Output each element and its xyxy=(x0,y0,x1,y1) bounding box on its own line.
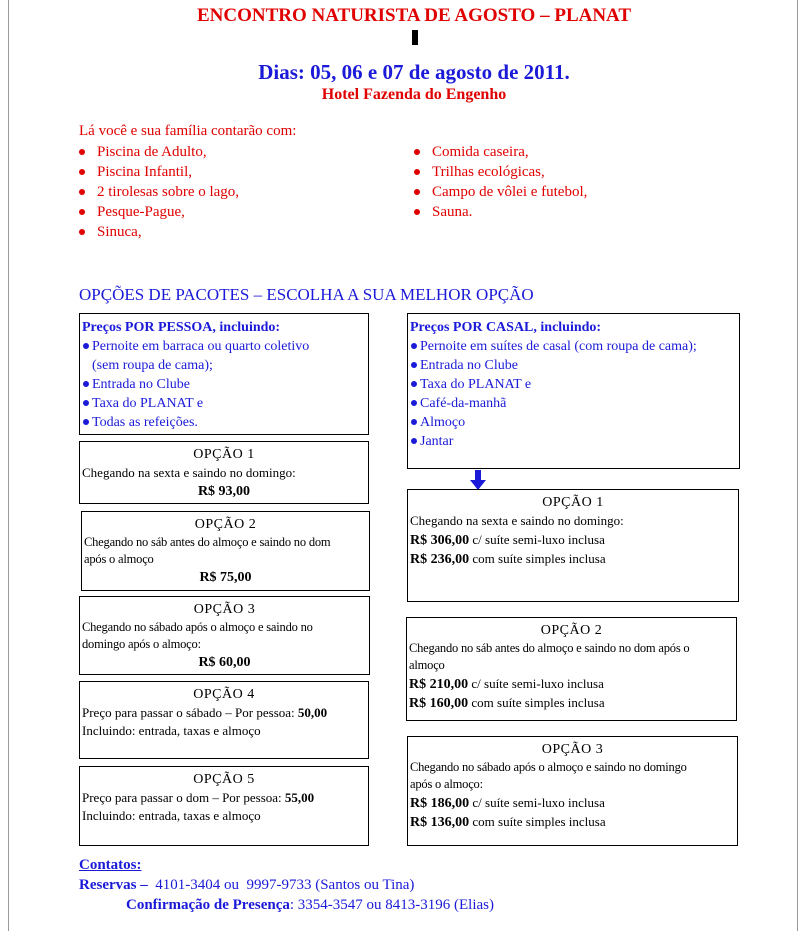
bullet-icon xyxy=(79,149,85,155)
event-dates: Dias: 05, 06 e 07 de agosto de 2011. xyxy=(258,60,570,84)
option-title: OPÇÃO 1 xyxy=(193,447,255,462)
list-item: Taxa do PLANAT e xyxy=(82,394,368,413)
bullet-icon xyxy=(411,438,417,444)
list-item: Café-da-manhã xyxy=(410,394,739,413)
bullet-icon xyxy=(79,209,85,215)
couple-option-2-box xyxy=(406,617,737,721)
person-option-2-box xyxy=(81,511,370,591)
option-price: R$ 93,00 xyxy=(197,484,251,499)
person-option-3-box xyxy=(79,596,370,675)
bullet-icon xyxy=(411,362,417,368)
list-item: Pernoite em barraca ou quarto coletivo xyxy=(82,337,368,356)
bullet-icon xyxy=(414,209,420,215)
bullet-icon xyxy=(411,381,417,387)
option-title: OPÇÃO 3 xyxy=(193,602,256,617)
bullet-icon xyxy=(83,419,89,425)
option-description: Chegando na sexta e saindo no domingo: xyxy=(82,465,296,480)
couple-option-1-box xyxy=(407,489,739,602)
bullet-icon xyxy=(79,229,85,235)
option-price: R$ 75,00 xyxy=(199,570,252,585)
per-couple-heading: Preços POR CASAL, incluindo: xyxy=(410,320,602,335)
list-item: Comida caseira, xyxy=(414,142,587,162)
page-border-right xyxy=(797,0,798,931)
option-description: Preço para passar o sábado – Por pessoa: 50,00 xyxy=(82,705,328,720)
list-item: Pesque-Pague, xyxy=(79,202,239,222)
bullet-icon xyxy=(83,400,89,406)
option-description: Chegando no sáb antes do almoço e saindo no dom xyxy=(84,535,331,549)
option-price: R$ 60,00 xyxy=(198,655,251,670)
option-description-cont: após o almoço xyxy=(84,552,154,566)
person-option-4-box xyxy=(79,681,369,759)
document-title: ENCONTRO NATURISTA DE AGOSTO – PLANAT xyxy=(196,5,632,26)
contacts-label: Contatos: xyxy=(79,857,142,873)
option-title: OPÇÃO 2 xyxy=(540,623,603,638)
reservations-contact: Reservas – 4101-3404 ou 9997-9733 (Santos ou Tina) xyxy=(79,877,415,893)
bullet-icon xyxy=(79,189,85,195)
list-item: Jantar xyxy=(410,432,739,451)
bullet-icon xyxy=(414,169,420,175)
list-item: Entrada no Clube xyxy=(410,356,739,375)
features-heading: Lá você e sua família contarão com: xyxy=(79,123,297,139)
option-price-semi-luxo: R$ 210,00 c/ suíte semi-luxo inclusa xyxy=(409,676,604,692)
features-list-right xyxy=(414,142,587,222)
list-item: Almoço xyxy=(410,413,739,432)
features-list-left xyxy=(79,142,239,242)
bullet-icon xyxy=(411,343,417,349)
bullet-icon xyxy=(83,343,89,349)
option-description: Chegando no sábado após o almoço e saindo no domingo xyxy=(410,760,687,774)
option-description-cont: após o almoço: xyxy=(410,777,483,791)
list-item: Todas as refeições. xyxy=(82,413,368,432)
option-title: OPÇÃO 2 xyxy=(194,517,257,532)
option-title: OPÇÃO 4 xyxy=(193,687,255,702)
per-person-inclusions-box xyxy=(79,313,369,435)
option-title: OPÇÃO 5 xyxy=(193,772,255,787)
per-person-list xyxy=(82,337,368,432)
option-description: Preço para passar o dom – Por pessoa: 55,00 xyxy=(82,790,315,805)
bullet-icon xyxy=(411,400,417,406)
list-item: Trilhas ecológicas, xyxy=(414,162,587,182)
confirmation-contact: Confirmação de Presença: 3354-3547 ou 8413-3196 (Elias) xyxy=(126,897,494,913)
list-item: Piscina Infantil, xyxy=(79,162,239,182)
text-cursor xyxy=(412,30,418,45)
option-price: 50,00 xyxy=(297,705,328,720)
arrow-down-icon xyxy=(470,470,486,490)
list-item: Entrada no Clube xyxy=(82,375,368,394)
list-item: Pernoite em suítes de casal (com roupa de cama); xyxy=(410,337,739,356)
option-includes: Incluindo: entrada, taxas e almoço xyxy=(82,723,261,738)
option-description-cont: domingo após o almoço: xyxy=(82,637,201,651)
option-description: Chegando no sábado após o almoço e saindo no xyxy=(82,620,313,634)
per-couple-list xyxy=(410,337,739,451)
couple-option-3-box xyxy=(407,736,738,846)
option-includes: Incluindo: entrada, taxas e almoço xyxy=(82,808,261,823)
page-border-left xyxy=(8,0,9,931)
person-option-5-box xyxy=(79,766,369,846)
list-item: Taxa do PLANAT e xyxy=(410,375,739,394)
option-title: OPÇÃO 3 xyxy=(541,742,604,757)
option-title: OPÇÃO 1 xyxy=(542,495,604,510)
list-item: Piscina de Adulto, xyxy=(79,142,239,162)
bullet-icon xyxy=(411,419,417,425)
option-description-cont: almoço xyxy=(409,658,445,672)
option-price-simples: R$ 236,00 com suíte simples inclusa xyxy=(410,551,606,567)
bullet-icon xyxy=(414,189,420,195)
per-person-heading: Preços POR PESSOA, incluindo: xyxy=(82,320,281,335)
list-item: Sinuca, xyxy=(79,222,239,242)
list-item: Sauna. xyxy=(414,202,587,222)
per-couple-inclusions-box xyxy=(407,313,740,469)
option-price: 55,00 xyxy=(284,790,315,805)
option-description: Chegando no sáb antes do almoço e saindo no dom após o xyxy=(409,641,690,655)
person-option-1-box xyxy=(79,441,369,504)
list-item: (sem roupa de cama); xyxy=(92,358,213,373)
bullet-icon xyxy=(414,149,420,155)
list-item: 2 tirolesas sobre o lago, xyxy=(79,182,239,202)
list-item: Campo de vôlei e futebol, xyxy=(414,182,587,202)
bullet-icon xyxy=(83,381,89,387)
option-description: Chegando na sexta e saindo no domingo: xyxy=(410,513,624,528)
option-price-semi-luxo: R$ 186,00 c/ suíte semi-luxo inclusa xyxy=(410,795,605,811)
option-price-simples: R$ 160,00 com suíte simples inclusa xyxy=(409,695,605,711)
bullet-icon xyxy=(79,169,85,175)
option-price-simples: R$ 136,00 com suíte simples inclusa xyxy=(410,814,606,830)
hotel-name: Hotel Fazenda do Engenho xyxy=(321,86,507,103)
option-price-semi-luxo: R$ 306,00 c/ suíte semi-luxo inclusa xyxy=(410,532,605,548)
packages-heading: OPÇÕES DE PACOTES – ESCOLHA A SUA MELHOR OPÇÃO xyxy=(79,285,534,304)
